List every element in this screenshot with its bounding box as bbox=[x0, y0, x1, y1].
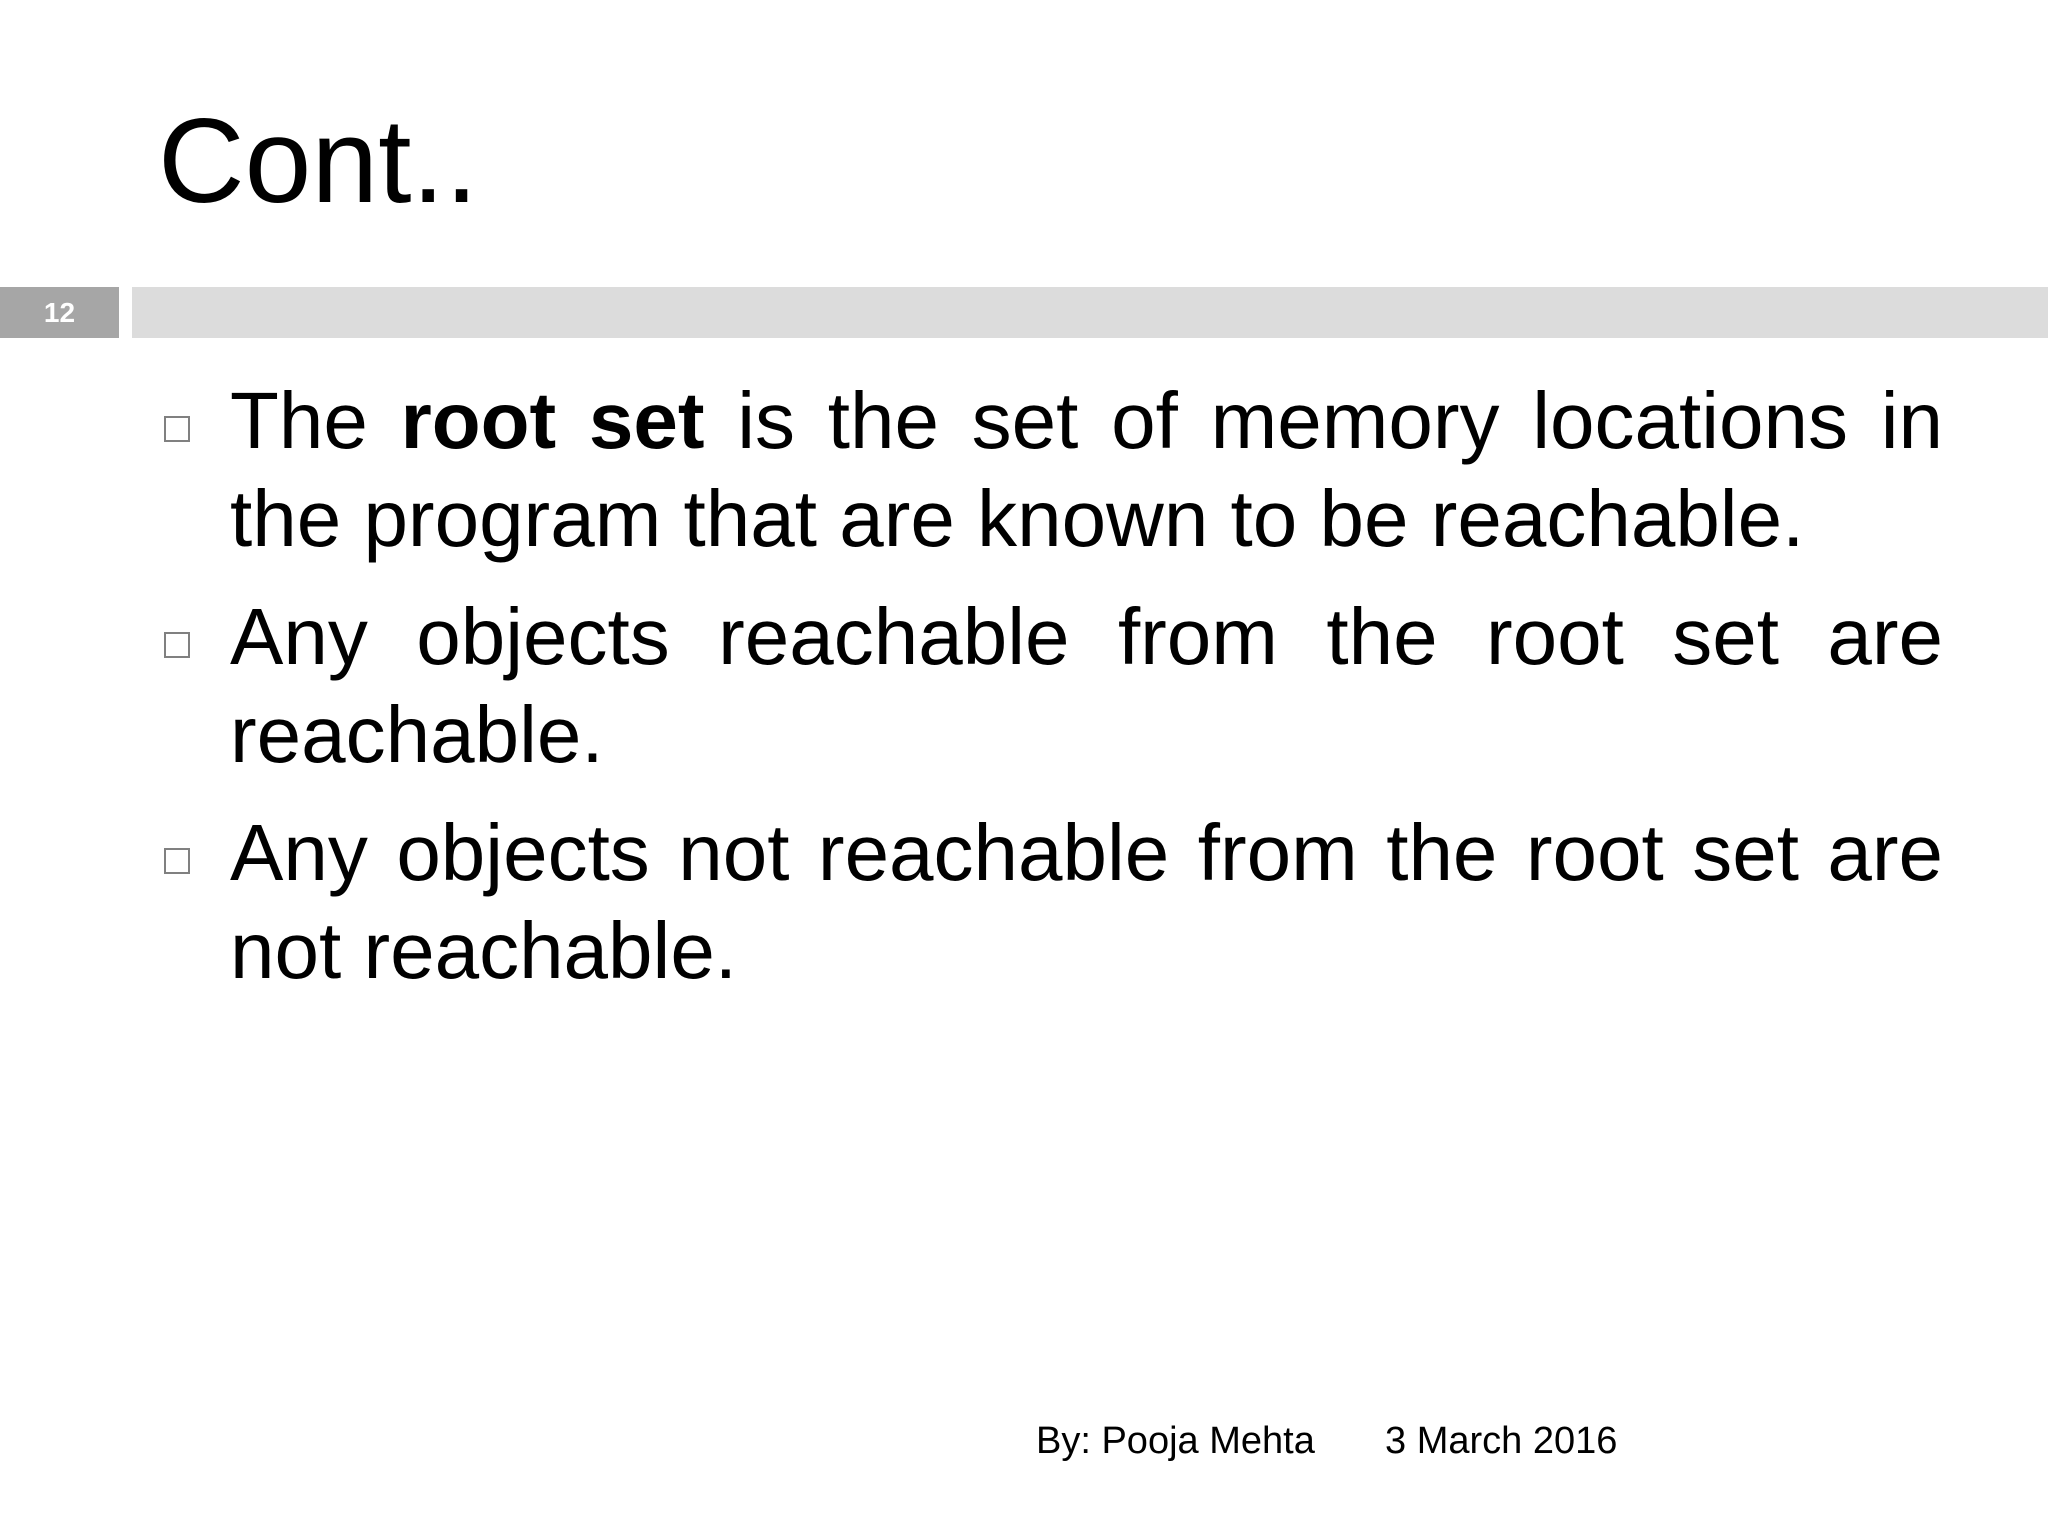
square-bullet-icon bbox=[164, 848, 190, 874]
footer-author: By: Pooja Mehta bbox=[1036, 1420, 1315, 1462]
slide-title: Cont.. bbox=[158, 94, 479, 228]
title-divider-bar bbox=[132, 287, 2048, 338]
bold-term: root set bbox=[400, 376, 705, 465]
footer-date: 3 March 2016 bbox=[1385, 1420, 1618, 1462]
square-bullet-icon bbox=[164, 632, 190, 658]
slide-number-badge: 12 bbox=[0, 287, 119, 338]
bullet-item-root-set bbox=[158, 372, 1943, 568]
bullet-list bbox=[158, 372, 1943, 1020]
bullet-text: The root set is the set of memory locations in the program that are known to be reachable. bbox=[230, 376, 1943, 563]
bullet-text: Any objects not reachable from the root set are not reachable. bbox=[230, 808, 1943, 995]
square-bullet-icon bbox=[164, 416, 190, 442]
bullet-text: Any objects reachable from the root set are reachable. bbox=[230, 592, 1943, 779]
bullet-item-reachable bbox=[158, 588, 1943, 784]
bullet-item-not-reachable bbox=[158, 804, 1943, 1000]
